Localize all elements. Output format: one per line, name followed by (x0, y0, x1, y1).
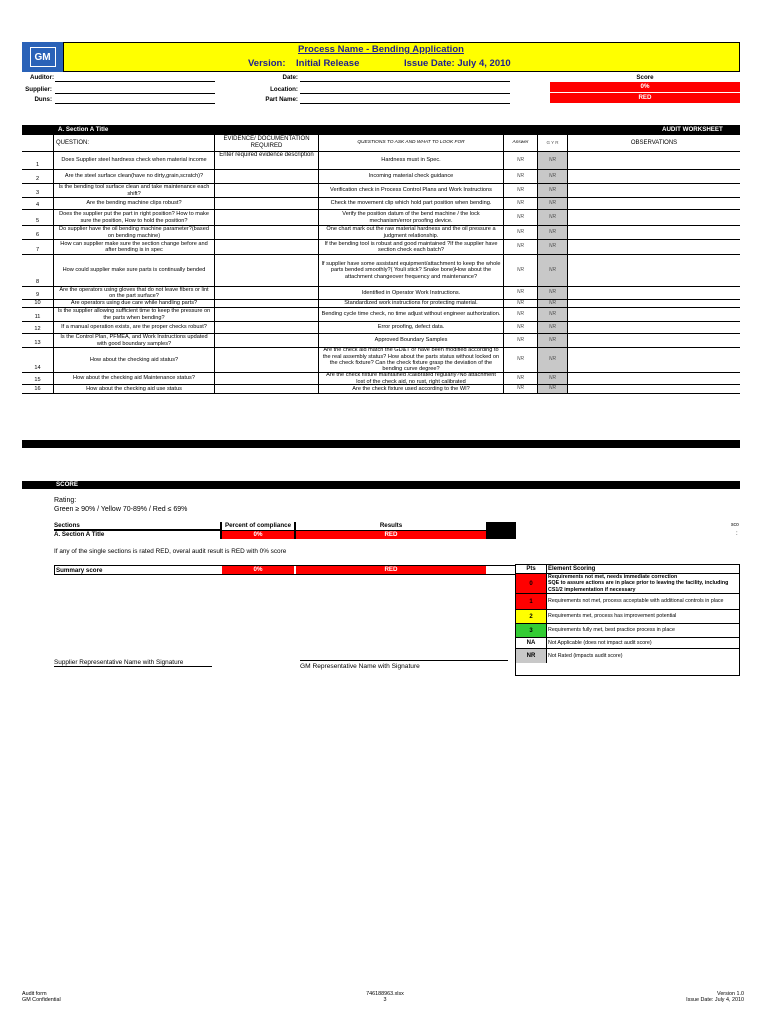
row-evidence[interactable] (215, 322, 319, 333)
table-row (22, 210, 740, 226)
row-status: NR (538, 322, 568, 333)
row-what-to-look-for: If the bending tool is robust and good maintained ?If the supplier have section check each batch? (319, 240, 504, 254)
col-number (22, 135, 54, 151)
legend-row (516, 624, 739, 638)
col-evidence: EVIDENCE/ DOCUMENTATION REQUIRED (215, 135, 319, 151)
row-observations[interactable] (568, 322, 740, 333)
location-field[interactable] (300, 93, 510, 94)
supplier-label: Supplier: (25, 86, 52, 93)
table-row (22, 308, 740, 322)
row-observations[interactable] (568, 287, 740, 299)
col-observations: OBSERVATIONS (630, 139, 678, 146)
row-status: NR (538, 348, 568, 372)
row-question: How can supplier make sure the section change before and after bending is in spec (54, 240, 215, 254)
row-evidence[interactable] (215, 255, 319, 286)
legend-scoring-header: Element Scoring (548, 565, 596, 572)
legend-header (516, 565, 739, 574)
table-row (22, 152, 740, 170)
row-observations[interactable] (568, 198, 740, 209)
supplier-signature-label: Supplier Representative Name with Signature (54, 659, 212, 667)
legend-points: 1 (516, 594, 547, 609)
row-what-to-look-for: Verification check in Process Control Plans and Work Instructions (319, 184, 504, 197)
row-answer[interactable]: NR (504, 184, 538, 197)
table-row (22, 287, 740, 300)
table-row (22, 322, 740, 334)
supplier-field[interactable] (55, 93, 215, 94)
table-row (22, 170, 740, 184)
row-observations[interactable] (568, 152, 740, 169)
row-number: 9 (22, 287, 54, 299)
footer-mid (340, 991, 430, 1004)
row-status: NR (538, 170, 568, 183)
row-evidence[interactable] (215, 308, 319, 321)
gm-logo-text: GM (30, 47, 56, 67)
row-what-to-look-for: Approved Boundary Samples (319, 334, 504, 347)
row-status: NR (538, 255, 568, 286)
legend-description: Requirements fully met, best practice process in place (548, 627, 675, 634)
score-title: SCORE (56, 481, 79, 488)
row-status: NR (538, 308, 568, 321)
section-percent: 0% (222, 531, 294, 539)
row-what-to-look-for: Hardness must in Spec. (319, 152, 504, 169)
table-row (22, 373, 740, 385)
score-percent: 0% (550, 82, 740, 92)
row-number: 1 (22, 152, 54, 169)
row-what-to-look-for: Are the check fixture maintained /calibrated regularly?No attachment lost of the check aid, no rust, right calibrated (319, 373, 504, 384)
row-what-to-look-for: One chart mark out the raw material hardness and the oil pressure a judgment relationship. (319, 226, 504, 239)
row-observations[interactable] (568, 334, 740, 347)
row-evidence[interactable] (215, 348, 319, 372)
table-row (22, 334, 740, 348)
footer-right (686, 991, 744, 1004)
row-evidence[interactable] (215, 385, 319, 393)
row-answer[interactable]: NR (504, 322, 538, 333)
row-what-to-look-for: Identified in Operator Work Instructions. (319, 287, 504, 299)
version-label: Version: (248, 58, 286, 69)
legend-row (516, 610, 739, 624)
row-answer[interactable]: NR (504, 198, 538, 209)
score-bar (22, 481, 740, 489)
row-number: 7 (22, 240, 54, 254)
row-observations[interactable] (568, 255, 740, 286)
row-answer[interactable]: NR (504, 348, 538, 372)
row-answer[interactable]: NR (504, 152, 538, 169)
row-question: Are the steel surface clean(have no dirty,grain,scratch)? (54, 170, 215, 183)
row-number: 15 (22, 373, 54, 384)
row-status: NR (538, 240, 568, 254)
column-header-row (22, 134, 740, 152)
footer-form-name: Audit form (22, 991, 47, 997)
row-status: NR (538, 373, 568, 384)
results-col-header: Results (296, 522, 486, 530)
row-number: 3 (22, 184, 54, 197)
legend-points: 2 (516, 610, 547, 623)
score-result: RED (550, 93, 740, 103)
sections-col-header: Sections (54, 522, 220, 530)
row-observations[interactable] (568, 308, 740, 321)
row-observations[interactable] (568, 170, 740, 183)
row-answer[interactable]: NR (504, 373, 538, 384)
auditor-field[interactable] (55, 81, 215, 82)
row-number: 8 (22, 255, 54, 286)
row-question: Are operators using due care while handling parts? (54, 300, 215, 307)
row-observations[interactable] (568, 210, 740, 225)
legend-pts-header: Pts (516, 565, 547, 573)
row-answer[interactable]: NR (504, 334, 538, 347)
row-status: NR (538, 300, 568, 307)
row-answer[interactable]: NR (504, 287, 538, 299)
row-question: Is the bending tool surface clean and take maintenance each shift? (54, 184, 215, 197)
part-name-label: Part Name: (265, 96, 298, 103)
gm-logo (22, 42, 64, 72)
footer-issue-date: Issue Date: July 4, 2010 (686, 997, 744, 1004)
row-observations[interactable] (568, 300, 740, 307)
duns-field[interactable] (55, 103, 215, 104)
row-evidence[interactable]: Enter required evidence description (215, 152, 319, 169)
row-question: How about the checking aid status? (54, 348, 215, 372)
row-number: 5 (22, 210, 54, 225)
legend-row (516, 649, 739, 663)
legend-points: NA (516, 638, 547, 648)
auditor-label: Auditor: (30, 74, 55, 81)
legend-points: 0 (516, 574, 547, 593)
footer-version: Version 1.0 (717, 991, 744, 997)
row-answer[interactable]: NR (504, 210, 538, 225)
gm-signature-line[interactable] (300, 660, 508, 661)
col-answer: Answer (504, 135, 538, 151)
gm-signature-label: GM Representative Name with Signature (300, 663, 420, 670)
row-observations[interactable] (568, 184, 740, 197)
legend-row (516, 638, 739, 649)
row-observations[interactable] (568, 348, 740, 372)
row-evidence[interactable] (215, 184, 319, 197)
row-status: NR (538, 334, 568, 347)
table-row (22, 240, 740, 255)
row-answer[interactable]: NR (504, 385, 538, 393)
row-observations[interactable] (568, 240, 740, 254)
row-question: If a manual operation exists, are the proper checks robust? (54, 322, 215, 333)
row-answer[interactable]: NR (504, 308, 538, 321)
footer-filename: 746188963.xlsx (366, 991, 404, 997)
row-evidence[interactable] (215, 210, 319, 225)
date-field[interactable] (300, 81, 510, 82)
row-evidence[interactable] (215, 287, 319, 299)
row-question: Is the supplier allowing sufficient time to keep the pressure on the parts when bending? (54, 308, 215, 321)
legend-description: Requirements met, process has improvement potential (548, 613, 677, 620)
legend-description: Not Applicable (does not impact audit score) (548, 639, 652, 646)
row-status: NR (538, 210, 568, 225)
row-question: Does the supplier put the part in right position? How to make sure the position, How to hold the position? (54, 210, 215, 225)
row-status: NR (538, 152, 568, 169)
row-evidence[interactable] (215, 240, 319, 254)
table-row (22, 300, 740, 308)
row-evidence[interactable] (215, 226, 319, 239)
row-number: 10 (22, 300, 54, 307)
row-what-to-look-for: Error proofing, defect data. (319, 322, 504, 333)
issue-date: Issue Date: July 4, 2010 (404, 58, 511, 69)
process-name: Process Name - Bending Application (298, 44, 464, 55)
row-what-to-look-for: Check the movement clip which hold part position when bending. (319, 198, 504, 209)
legend-description: Requirements not met, process acceptable with additional controls in place (548, 598, 724, 605)
rating-rule: Green ≥ 90% / Yellow 70-89% / Red ≤ 69% (54, 506, 188, 513)
row-evidence[interactable] (215, 373, 319, 384)
row-what-to-look-for: Bending cycle time check, no time adjust without engineer authorization. (319, 308, 504, 321)
row-answer[interactable]: NR (504, 170, 538, 183)
row-number: 6 (22, 226, 54, 239)
table-end-bar (22, 440, 740, 448)
row-question: Is the Control Plan, PFMEA, and Work Instructions updated with good boundary samples? (54, 334, 215, 347)
row-answer[interactable]: NR (504, 255, 538, 286)
table-row (22, 184, 740, 198)
row-number: 14 (22, 348, 54, 372)
row-question: How could supplier make sure parts is continually bended (54, 255, 215, 286)
table-row (22, 255, 740, 287)
col-gyr: G Y R (538, 135, 568, 151)
row-question: Does Supplier steel hardness check when material income (54, 152, 215, 169)
audit-worksheet-label: AUDIT WORKSHEET (662, 126, 723, 133)
part-name-field[interactable] (300, 103, 510, 104)
row-answer[interactable]: NR (504, 226, 538, 239)
table-row (22, 198, 740, 210)
row-question: Are the operators using gloves that do not leave fibers or lint on the part surface? (54, 287, 215, 299)
scoring-legend (515, 564, 740, 676)
row-what-to-look-for: Are the check aid match the GD&T or have been modified according to the real assembly status? How about the parts status without locked on the check fixture? Can the check fixture grasp the deviation of the bending curve degree? (319, 348, 504, 372)
row-what-to-look-for: Standardized work instructions for protecting material. (319, 300, 504, 307)
row-status: NR (538, 184, 568, 197)
row-number: 16 (22, 385, 54, 393)
legend-row (516, 594, 739, 610)
section-bar (22, 125, 740, 134)
duns-label: Duns: (34, 96, 52, 103)
table-row (22, 385, 740, 394)
footer-page-number: 3 (383, 997, 387, 1004)
version-value: Initial Release (296, 58, 360, 69)
table-row (22, 348, 740, 373)
row-status: NR (538, 198, 568, 209)
row-evidence[interactable] (215, 300, 319, 307)
row-what-to-look-for: If supplier have some assistant equipment/attachment to keep the whole parts bended smoothly?( Youli stick? Snake bone)How about the attachment changeover frequency and maintenance? (319, 255, 504, 286)
summary-result: RED (296, 566, 486, 574)
row-question: How about the checking aid Maintenance status? (54, 373, 215, 384)
legend-points: NR (516, 649, 547, 663)
legend-description: Not Rated (impacts audit score) (548, 652, 623, 659)
location-label: Location: (270, 86, 298, 93)
col-question: QUESTION: (54, 135, 215, 151)
row-observations[interactable] (568, 226, 740, 239)
rating-label: Rating: (54, 497, 77, 504)
section-title: A. Section A Title (58, 126, 109, 133)
row-evidence[interactable] (215, 170, 319, 183)
row-question: Do supplier have the oil bending machine parameter?(based on bending machine) (54, 226, 215, 239)
legend-row (516, 574, 739, 594)
row-question: How about the checking aid use status (54, 385, 215, 393)
row-what-to-look-for: Are the check fixture used according to the WI? (319, 385, 504, 393)
row-what-to-look-for: Verify the position datum of the bend machine / the lock mechanism/error proofing device. (319, 210, 504, 225)
row-evidence[interactable] (215, 334, 319, 347)
row-status: NR (538, 226, 568, 239)
row-what-to-look-for: Incoming material check guidance (319, 170, 504, 183)
legend-points: 3 (516, 624, 547, 637)
legend-description: Requirements not met, needs immediate correction SQE to assure actions are in place prior to leaving the facility, including CS1/2 implementation if necessary (548, 574, 729, 593)
row-number: 11 (22, 308, 54, 321)
row-status: NR (538, 385, 568, 393)
row-evidence[interactable] (215, 198, 319, 209)
row-number: 2 (22, 170, 54, 183)
cut-off-value: : (736, 531, 738, 537)
cut-off-label: sco (731, 522, 739, 528)
date-label: Date: (282, 74, 298, 81)
section-name: A. Section A Title (54, 531, 220, 539)
row-observations[interactable] (568, 373, 740, 384)
red-rule-note: If any of the single sections is rated RED, overal audit result is RED with 0% score (54, 548, 287, 555)
row-observations[interactable] (568, 385, 740, 393)
footer-confidential: GM Confidential (22, 997, 61, 1004)
table-row (22, 226, 740, 240)
footer-left (22, 991, 61, 1004)
row-number: 13 (22, 334, 54, 347)
row-status: NR (538, 287, 568, 299)
row-number: 12 (22, 322, 54, 333)
row-answer[interactable]: NR (504, 240, 538, 254)
row-number: 4 (22, 198, 54, 209)
summary-label: Summary score (56, 567, 103, 574)
percent-col-header: Percent of compliance (222, 522, 294, 530)
col-questions-to-ask: QUESTIONS TO ASK AND WHAT TO LOOK FOR (319, 135, 504, 151)
section-result: RED (296, 531, 486, 539)
score-label: Score (636, 74, 654, 81)
summary-percent: 0% (222, 566, 294, 574)
row-answer[interactable]: NR (504, 300, 538, 307)
row-question: Are the bending machine clips robust? (54, 198, 215, 209)
